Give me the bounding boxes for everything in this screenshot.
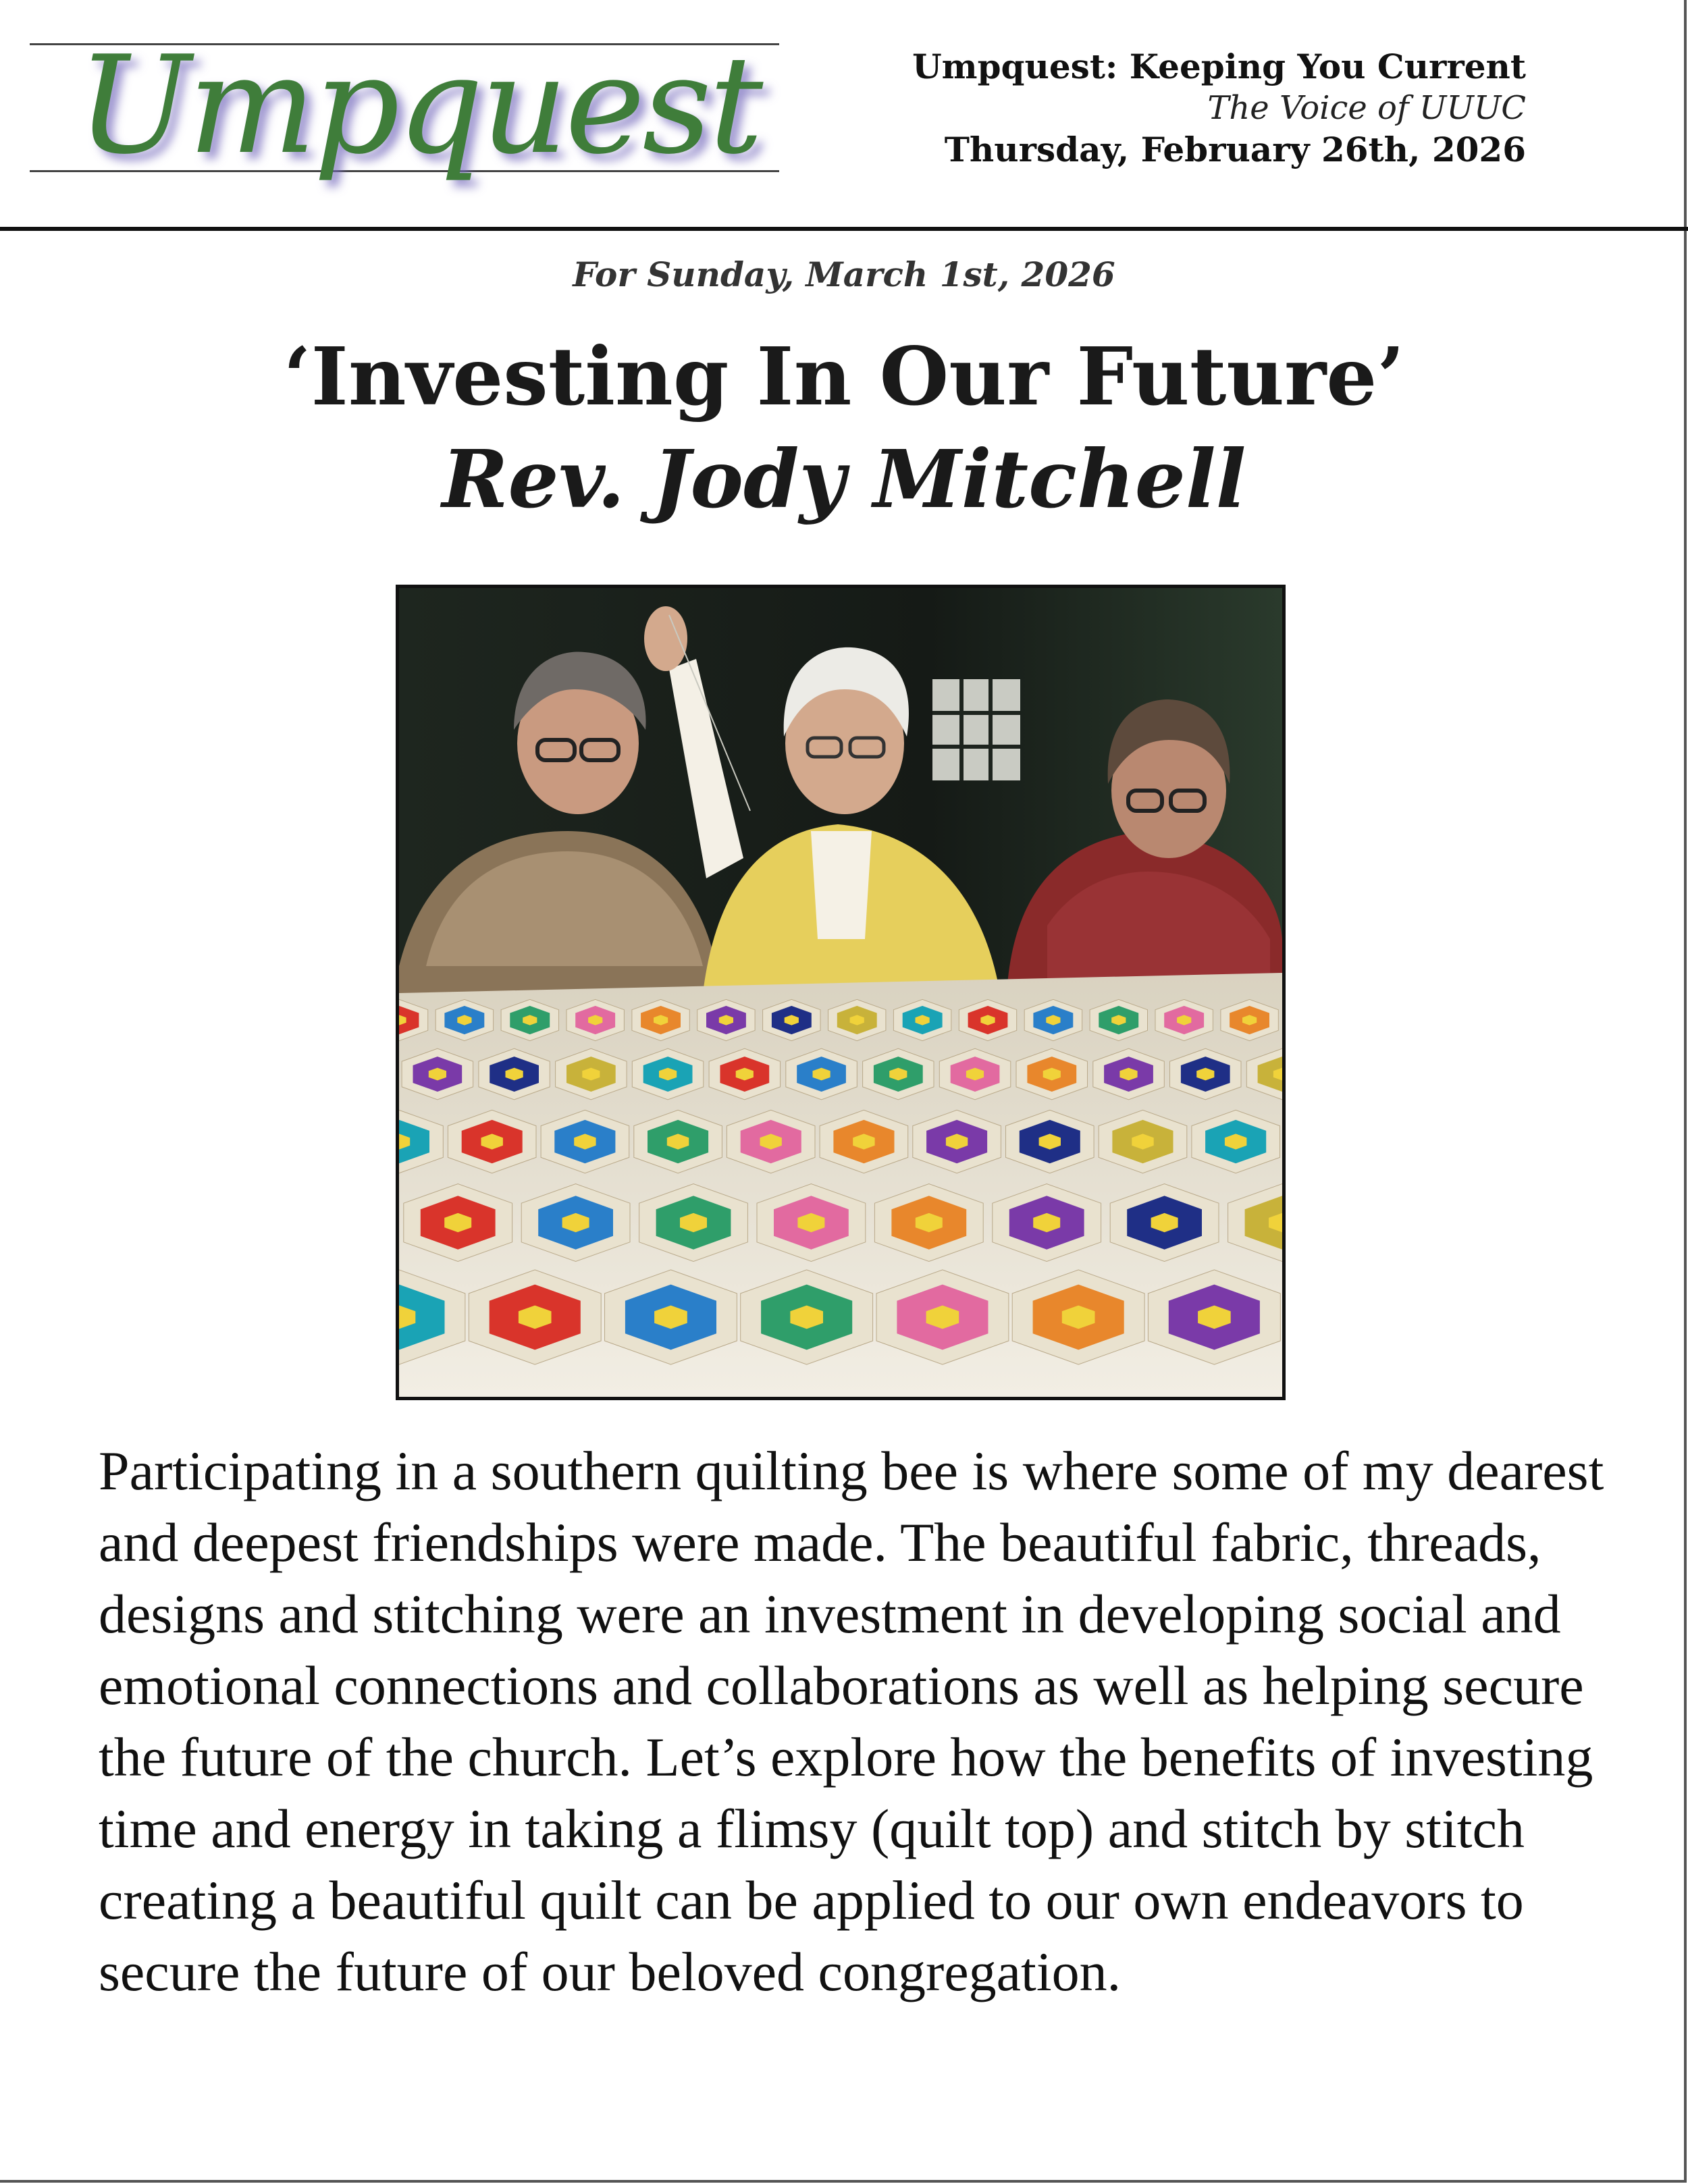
header-divider xyxy=(0,227,1688,231)
masthead-logo xyxy=(30,27,779,184)
publication-line: Umpquest: Keeping You Current xyxy=(912,47,1526,86)
quilting-bee-photo xyxy=(396,585,1286,1400)
sermon-description: Participating in a southern quilting bee is where some of my dearest and deepest friendships were made. The beautiful fabric, threads, designs and stitching were an investment in developing social and emotional connections and collaborations as well as helping secure the future of the church. Let’s explore how the benefits of investing time and energy in taking a flimsy (quilt top) and stitch by stitch creating a beautiful quilt can be applied to our own endeavors to secure the future of our beloved congregation. xyxy=(99,1440,1604,2002)
service-date: For Sunday, March 1st, 2026 xyxy=(573,255,1115,294)
tagline: The Voice of UUUC xyxy=(1207,89,1526,127)
sermon-speaker: Rev. Jody Mitchell xyxy=(442,432,1246,526)
masthead-info xyxy=(851,46,1526,171)
issue-date: Thursday, February 26th, 2026 xyxy=(944,130,1526,169)
sermon-title: ‘Investing In Our Future’ xyxy=(283,329,1405,423)
logo-wordmark: Umpquest xyxy=(77,27,761,184)
